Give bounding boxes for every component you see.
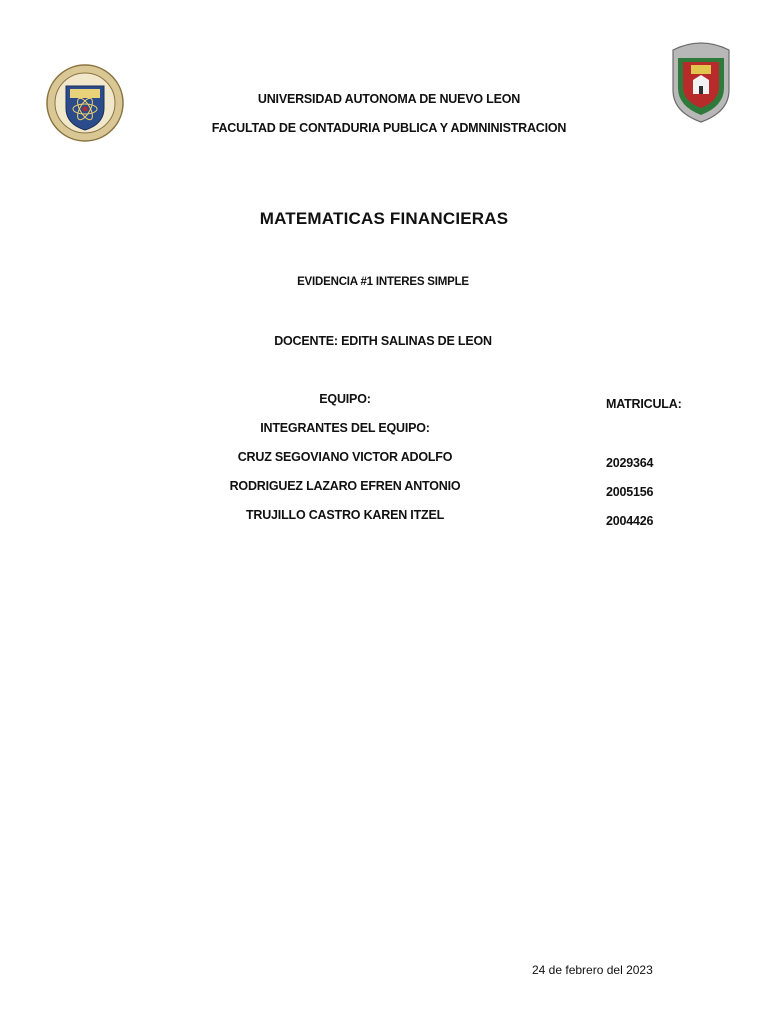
members-label: INTEGRANTES DEL EQUIPO: xyxy=(260,421,430,435)
team-label: EQUIPO: xyxy=(319,392,371,406)
member-id: 2005156 xyxy=(606,485,654,499)
document-date: 24 de febrero del 2023 xyxy=(532,963,653,977)
teacher-line: DOCENTE: EDITH SALINAS DE LEON xyxy=(274,334,492,348)
id-column-label: MATRICULA: xyxy=(606,397,682,411)
member-name: TRUJILLO CASTRO KAREN ITZEL xyxy=(245,508,445,522)
university-name: UNIVERSIDAD AUTONOMA DE NUEVO LEON xyxy=(257,92,521,106)
fcpya-shield-logo xyxy=(669,40,733,124)
member-id: 2029364 xyxy=(606,456,654,470)
member-id: 2004426 xyxy=(606,514,654,528)
subject-title: MATEMATICAS FINANCIERAS xyxy=(259,209,509,228)
member-name: RODRIGUEZ LAZARO EFREN ANTONIO xyxy=(229,479,461,493)
evidence-title: EVIDENCIA #1 INTERES SIMPLE xyxy=(297,276,469,288)
member-name: CRUZ SEGOVIANO VICTOR ADOLFO xyxy=(237,450,453,464)
faculty-name: FACULTAD DE CONTADURIA PUBLICA Y ADMNINISTRACION xyxy=(211,121,567,135)
